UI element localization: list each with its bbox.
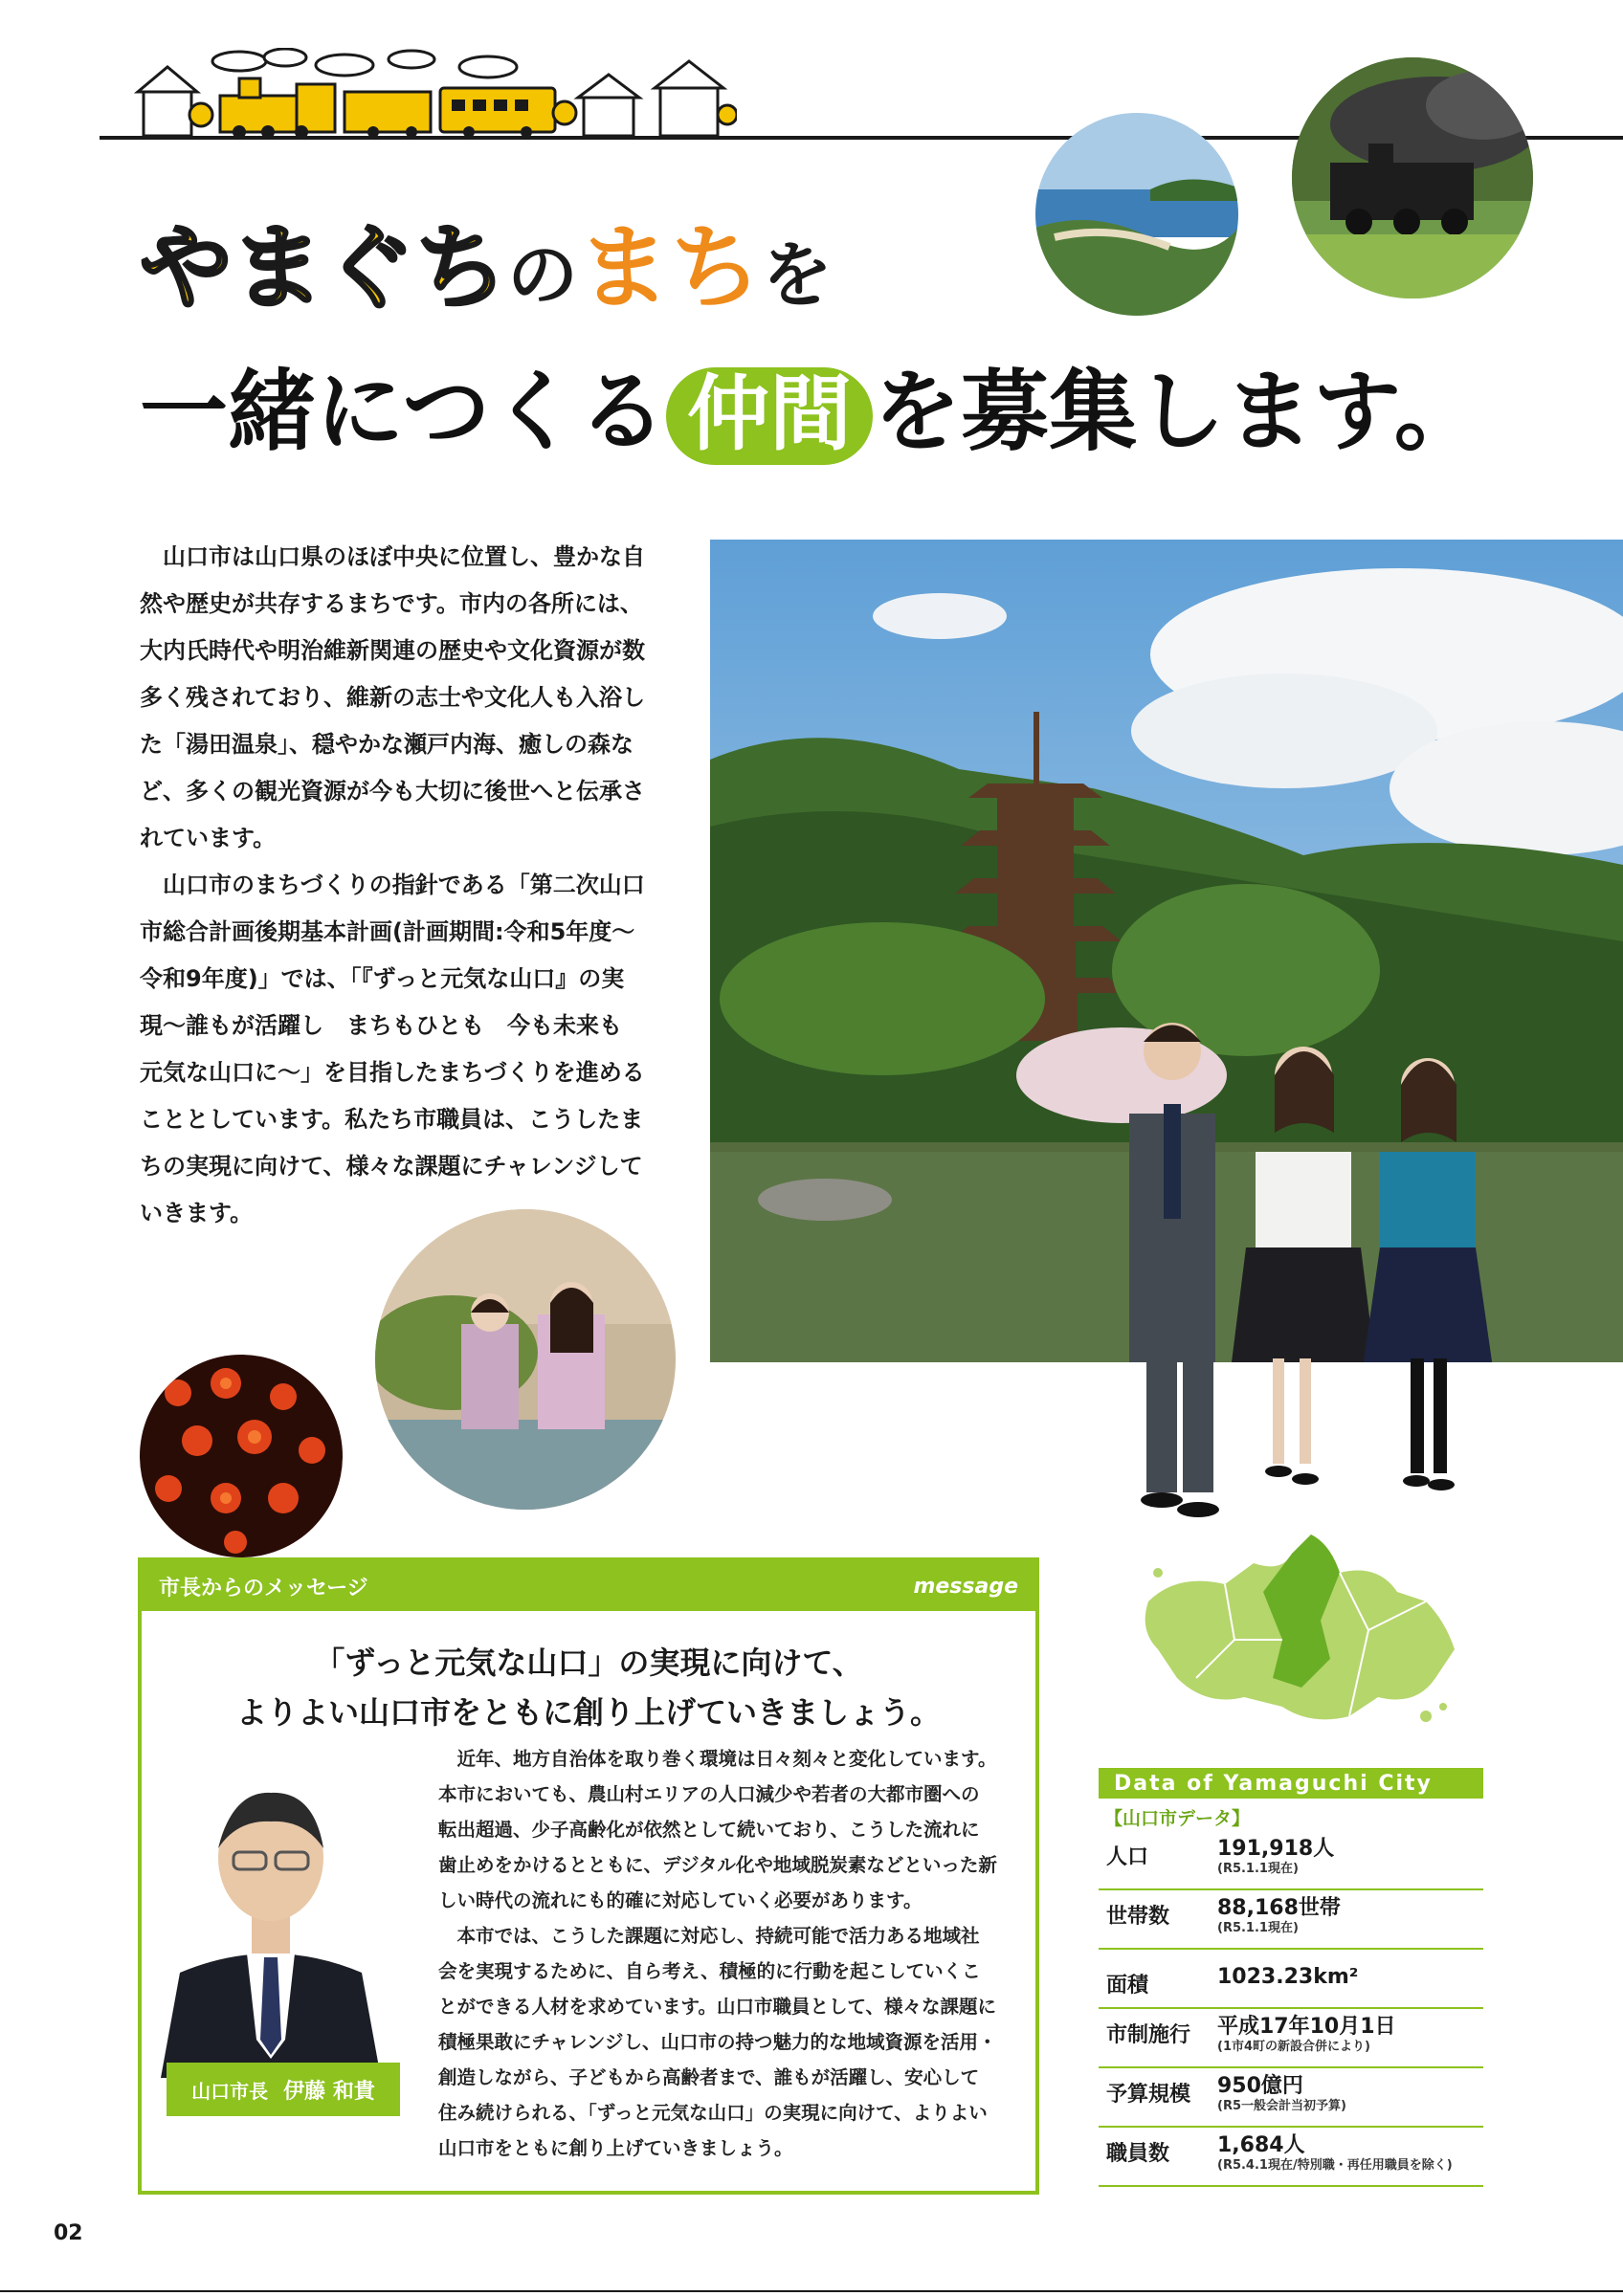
data-label: 市制施行 [1106, 2023, 1191, 2047]
data-value: 1023.23km² [1217, 1965, 1359, 1989]
message-headline [142, 1638, 1035, 1737]
headline-no: の [507, 234, 578, 317]
data-note: (R5一般会計当初予算) [1217, 2099, 1346, 2113]
headline-nakama: 仲間 [666, 367, 873, 465]
message-bar [142, 1561, 1035, 1611]
intro-text [140, 534, 656, 1237]
headline-line-2 [140, 361, 1482, 465]
data-label: 面積 [1106, 1974, 1149, 1998]
headline-yamaguchi: やまぐち [140, 214, 507, 321]
headline-wo: を [762, 234, 833, 317]
page-number: 02 [54, 2221, 83, 2245]
data-row-households [1099, 1890, 1483, 1950]
data-note: (R5.4.1現在/特別職・再任用職員を除く) [1217, 2158, 1453, 2173]
message-headline-2: よりよい山口市をともに創り上げていきましょう。 [235, 1694, 941, 1731]
headline-machi: まち [578, 214, 762, 321]
data-note: (R5.1.1現在) [1217, 1862, 1299, 1876]
data-row-staff [1099, 2128, 1483, 2187]
message-body-1: 近年、地方自治体を取り巻く環境は日々刻々と変化しています。本市においても、農山村エリアの人口減少や若者の大都市圏への転出超過、少子高齢化が依然として続いており、こうした流れに歯止めをかけるとともに、デジタル化や地域脱炭素などといった新しい時代の流れにも的確に対応していく必要があります。 [438, 1748, 997, 1911]
data-label: 人口 [1106, 1845, 1149, 1869]
pagoda-garden-photo [710, 540, 1623, 1362]
mayor-photo [142, 1753, 400, 2078]
data-row-area [1099, 1950, 1483, 2009]
headline-post: を募集します。 [873, 361, 1482, 463]
headline-line-1 [140, 214, 833, 321]
intro-paragraph-2: 山口市のまちづくりの指針である「第二次山口市総合計画後期基本計画(計画期間:令和5年度〜令和9年度)」では、「『ずっと元気な山口』の実現〜誰もが活躍し まちもひとも 今も未来も 元気な山口に〜」を目指したまちづくりを進めることとしています。私たち市職員は、こうしたまちの実現に向けて、様々な課題にチャレンジしていきます。 [140, 872, 645, 1226]
data-value: 平成17年10月1日 [1217, 2015, 1396, 2039]
mayor-message-box [138, 1557, 1039, 2195]
data-table [1099, 1831, 1483, 2187]
lanterns-photo [140, 1355, 343, 1557]
data-value: 191,918人 [1217, 1837, 1335, 1861]
message-headline-1: 「ずっと元気な山口」の実現に向けて、 [314, 1645, 863, 1681]
data-row-population [1099, 1831, 1483, 1890]
message-body [438, 1741, 997, 2166]
town-train-illustration [124, 48, 737, 140]
data-note: (1市4町の新設合併により) [1217, 2040, 1370, 2054]
data-title: Data of Yamaguchi City [1099, 1768, 1483, 1799]
mayor-name: 伊藤 和貴 [283, 2079, 375, 2104]
data-label: 世帯数 [1106, 1905, 1170, 1929]
data-row-city-established [1099, 2009, 1483, 2068]
footbath-photo [375, 1209, 676, 1510]
yamaguchi-prefecture-map [1139, 1534, 1464, 1735]
message-bar-label: 市長からのメッセージ [159, 1576, 368, 1601]
steam-train-photo [1292, 57, 1533, 298]
coast-photo [1035, 113, 1238, 316]
message-bar-en: message [913, 1574, 1018, 1599]
data-subtitle: 【山口市データ】 [1104, 1808, 1251, 1829]
intro-paragraph-1: 山口市は山口県のほぼ中央に位置し、豊かな自然や歴史が共存するまちです。市内の各所には、大内氏時代や明治維新関連の歴史や文化資源が数多く残されており、維新の志士や文化人も入浴した「湯田温泉」、穏やかな瀬戸内海、癒しの森など、多くの観光資源が今も大切に後世へと伝承されています。 [140, 543, 645, 851]
mayor-caption [167, 2063, 400, 2116]
message-body-2: 本市では、こうした課題に対応し、持続可能で活力ある地域社会を実現するために、自ら考え、積極的に行動を起こしていくことができる人材を求めています。山口市職員として、様々な課題に積極果敢にチャレンジし、山口市の持つ魅力的な地域資源を活用・創造しながら、子どもから高齢者まで、誰もが活躍し、安心して住み続けられる、「ずっと元気な山口」の実現に向けて、よりよい山口市をともに創り上げていきましょう。 [438, 1925, 997, 2159]
data-label: 予算規模 [1106, 2083, 1191, 2107]
mayor-title: 山口市長 [191, 2079, 269, 2103]
data-label: 職員数 [1106, 2142, 1170, 2166]
headline-pre: 一緒につくる [140, 361, 667, 463]
data-row-budget [1099, 2068, 1483, 2128]
data-value: 1,684人 [1217, 2133, 1305, 2157]
staff-legs [1129, 1358, 1512, 1531]
data-value: 950億円 [1217, 2074, 1303, 2098]
data-value: 88,168世帯 [1217, 1896, 1341, 1920]
data-note: (R5.1.1現在) [1217, 1921, 1299, 1935]
footer-rule [0, 2290, 1623, 2292]
